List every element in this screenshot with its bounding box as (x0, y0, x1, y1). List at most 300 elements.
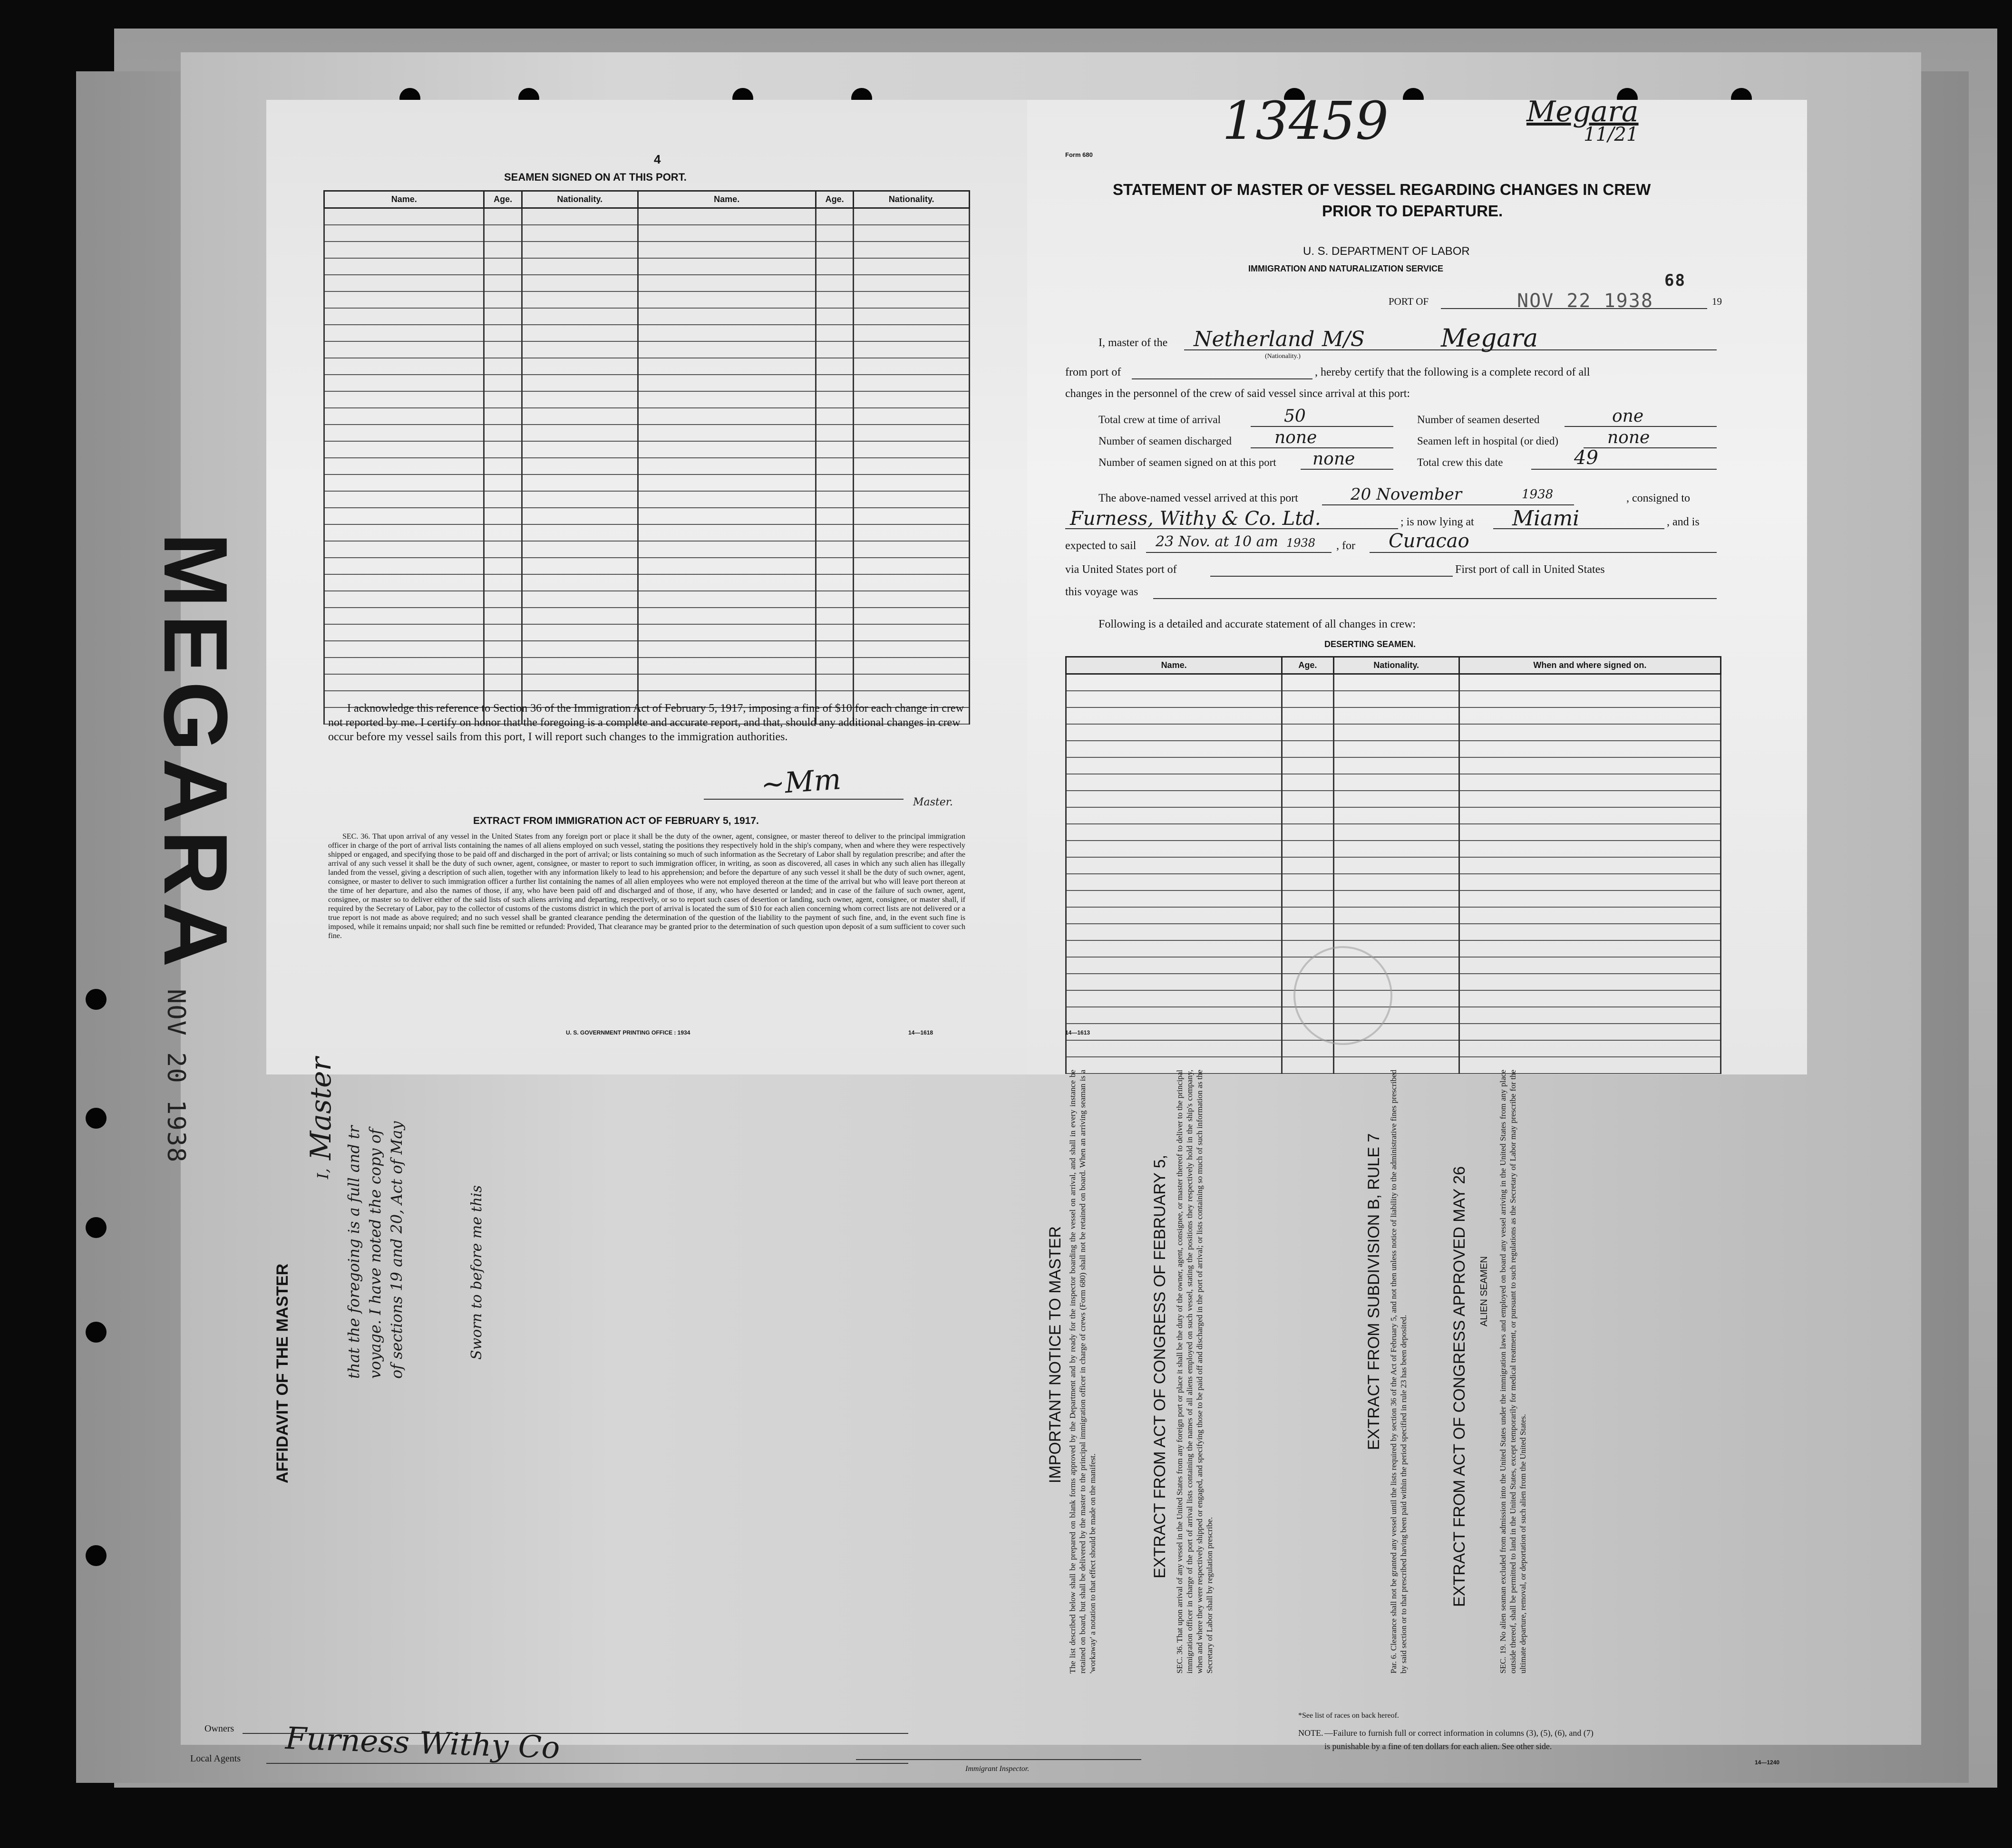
table-cell (638, 291, 816, 308)
deserting-rows (1066, 674, 1721, 1074)
table-cell (324, 308, 484, 325)
table-row (1066, 707, 1721, 724)
note-label: NOTE. (1298, 1728, 1323, 1738)
note-text: —Failure to furnish full or correct information in columns (3), (5), (6), and (7) (1324, 1728, 1594, 1738)
table-cell (1066, 724, 1282, 741)
table-cell (854, 441, 970, 458)
table-cell (816, 574, 853, 591)
table-row (1066, 1007, 1721, 1024)
from-port-label: from port of (1065, 366, 1121, 378)
table-cell (1282, 807, 1333, 824)
table-cell (1333, 807, 1459, 824)
statement-of-master-page (1027, 90, 1807, 1074)
table-cell (638, 325, 816, 341)
table-cell (1066, 691, 1282, 707)
notice-text: The list described below shall be prepared on blank forms approved by the Department and by ready for the inspector boarding the vessel on arrival, and shall in every instance be retained on board, but shall be delivered by the master to the principal immigration officer in charge of crews (Form 680) shall not be retained on board. When an arriving seaman is a 'workaway' a notation to that effect should be made on the manifest. (1068, 1070, 1097, 1674)
column-header: When and where signed on. (1459, 657, 1720, 674)
table-cell (638, 425, 816, 441)
table-row (324, 674, 970, 691)
table-cell (1282, 691, 1333, 707)
table-cell (1282, 841, 1333, 857)
table-row (324, 358, 970, 375)
extract-may-text: SEC. 19. No alien seaman excluded from admission into the United States under the immigration laws and employed on board any vessel arriving in the United States from any place outside thereof, shall be permitted to land in the United States, except temporarily for medical treatment, or pursuant to such regulations as the Secretary of Labor may prescribe for the ultimate departure, removal, or deportation of such alien from the United States. (1498, 1070, 1527, 1674)
table-cell (816, 291, 853, 308)
table-cell (816, 208, 853, 225)
table-cell (1459, 774, 1720, 791)
table-row (1066, 741, 1721, 757)
table-cell (324, 391, 484, 408)
table-cell (1066, 707, 1282, 724)
table-cell (484, 658, 522, 674)
table-row (1066, 841, 1721, 857)
table-cell (1333, 857, 1459, 874)
for-line (1370, 552, 1717, 553)
table-cell (484, 358, 522, 375)
punch-hole (86, 989, 107, 1010)
table-cell (1459, 1024, 1720, 1040)
table-row (324, 208, 970, 225)
table-cell (522, 375, 638, 391)
table-cell (816, 358, 853, 375)
table-cell (324, 624, 484, 641)
table-cell (816, 508, 853, 524)
table-cell (638, 558, 816, 574)
table-row (324, 458, 970, 474)
table-cell (1066, 674, 1282, 691)
table-row (1066, 990, 1721, 1007)
table-row (324, 624, 970, 641)
table-cell (1459, 957, 1720, 974)
voyage-label: this voyage was (1065, 586, 1138, 598)
table-cell (854, 624, 970, 641)
deserted-label: Number of seamen deserted (1417, 414, 1540, 426)
table-cell (1066, 1007, 1282, 1024)
table-cell (638, 608, 816, 624)
table-cell (854, 408, 970, 425)
table-cell (484, 425, 522, 441)
table-cell (1459, 707, 1720, 724)
table-cell (324, 674, 484, 691)
table-cell (484, 574, 522, 591)
table-cell (324, 641, 484, 658)
table-row (324, 275, 970, 291)
table-cell (1333, 791, 1459, 807)
table-cell (324, 558, 484, 574)
table-cell (854, 391, 970, 408)
nationality-value: Netherland (1194, 327, 1315, 351)
table-cell (1459, 791, 1720, 807)
table-cell (854, 375, 970, 391)
total-crew-date-line (1531, 469, 1717, 470)
table-row (324, 341, 970, 358)
table-row (1066, 757, 1721, 774)
table-cell (484, 341, 522, 358)
table-cell (324, 508, 484, 524)
table-cell (522, 558, 638, 574)
notice-title: IMPORTANT NOTICE TO MASTER (1046, 1226, 1064, 1483)
table-cell (324, 275, 484, 291)
table-cell (854, 508, 970, 524)
discharged-value: none (1274, 428, 1317, 447)
hospital-label: Seamen left in hospital (or died) (1417, 435, 1559, 447)
table-cell (816, 308, 853, 325)
table-cell (484, 258, 522, 275)
table-cell (1459, 974, 1720, 990)
table-cell (484, 508, 522, 524)
table-row (1066, 824, 1721, 841)
table-cell (324, 291, 484, 308)
table-cell (854, 591, 970, 608)
table-cell (854, 491, 970, 508)
table-cell (854, 574, 970, 591)
table-cell (638, 225, 816, 242)
deserted-value: one (1612, 406, 1644, 426)
seamen-signed-on-page (266, 100, 1027, 1074)
table-cell (522, 624, 638, 641)
extract-title: EXTRACT FROM IMMIGRATION ACT OF FEBRUARY 5, 1917. (473, 815, 759, 826)
table-cell (324, 225, 484, 242)
table-cell (854, 558, 970, 574)
sworn-label: Sworn to before me this (468, 1185, 485, 1360)
table-row (324, 641, 970, 658)
acknowledgement-text: I acknowledge this reference to Section 36 of the Immigration Act of February 5, 1917, imposing a fine of $10 for each change in crew not reported by me. I certify on honor that the foregoing is a complete and accurate report, and that, should any additional changes in crew occur before my vessel sails from this port, I will report such changes to the immigration authorities. (328, 702, 964, 743)
table-cell (1282, 924, 1333, 940)
table-cell (324, 425, 484, 441)
table-cell (1333, 707, 1459, 724)
master-of-label: I, master of the (1098, 337, 1168, 349)
for-value: Curacao (1389, 530, 1469, 552)
table-cell (638, 258, 816, 275)
vessel-type: M/S (1322, 327, 1365, 351)
total-crew-arrival-line (1251, 426, 1393, 427)
table-cell (638, 658, 816, 674)
table-cell (484, 375, 522, 391)
total-crew-arrival-value: 50 (1284, 406, 1306, 426)
table-cell (638, 624, 816, 641)
table-cell (1333, 724, 1459, 741)
table-row (324, 591, 970, 608)
table-row (1066, 974, 1721, 990)
stamp-number: 68 (1664, 271, 1686, 290)
table-cell (816, 674, 853, 691)
signed-on-table-title: SEAMEN SIGNED ON AT THIS PORT. (504, 171, 687, 183)
table-cell (324, 358, 484, 375)
table-cell (324, 491, 484, 508)
table-cell (854, 242, 970, 258)
extract-text: SEC. 36. That upon arrival of any vessel in the United States from any foreign port or place it shall be the duty of the owner, agent, consignee, or master thereof to deliver to the principal immigration officer in charge of the port of arrival lists containing the names of all aliens employed on such vessel, stating the positions they respectively hold in the ship's company, when and where they were respectively shipped or engaged, and specifying those to be paid off and discharged in the port of arrival; or lists containing so much of such information as the Secretary of Labor shall by regulation prescribe; and after the arrival of any such vessel it shall be the duty of such owner, agent, consignee, or master to report to such immigration officer, in writing, as soon as discovered, all cases in which any such alien has illegally landed from the vessel, giving a description of such alien, together with any information likely to lead to his apprehension; and before the departure of any such vessel it shall be the duty of such owner, agent, consignee, or master to deliver to such immigration officer a further list containing the names of all alien employees who were not employed thereon at the time of the arrival but who will leave port thereon at the time of her departure, and also the names of those, if any, who have been paid off and discharged and of those, if any, who have deserted or landed; and in case of the failure of such owner, agent, consignee, or master so to deliver either of the said lists of such aliens arriving and departing, respectively, or so to report such cases of desertion or landing, such owner, agent, consignee, or master shall, if required by the Secretary of Labor, pay to the collector of customs of the customs district in which the port of arrival is located the sum of $10 for each alien concerning whom correct lists are not delivered or a true report is not made as above required; and no such vessel shall be granted clearance pending the determination of the question of the liability to the payment of such fine, and, in the event such fine is imposed, while it remains unpaid; nor shall such fine be remitted or refunded: Provided, That clearance may be granted prior to the determination of such question upon deposit of a sum sufficient to cover such fine. (328, 832, 965, 940)
table-row (324, 441, 970, 458)
arrived-label: The above-named vessel arrived at this port (1098, 492, 1298, 504)
table-cell (1459, 741, 1720, 757)
table-cell (638, 458, 816, 474)
table-row (324, 425, 970, 441)
table-row (324, 325, 970, 341)
table-cell (484, 308, 522, 325)
table-cell (638, 508, 816, 524)
table-cell (1333, 674, 1459, 691)
table-cell (854, 358, 970, 375)
certify-text: , hereby certify that the following is a complete record of all (1315, 366, 1590, 378)
discharged-line (1251, 447, 1393, 448)
table-cell (522, 591, 638, 608)
year-suffix: 19 (1712, 296, 1722, 307)
signed-on-value: none (1312, 449, 1355, 469)
affidavit-line2: voyage. I have noted the copy of (366, 1129, 384, 1379)
lying-value: Miami (1512, 506, 1580, 531)
table-cell (522, 225, 638, 242)
table-cell (522, 474, 638, 491)
local-agents-label: Local Agents (190, 1753, 241, 1764)
master-label: Master. (913, 796, 953, 808)
table-cell (1282, 791, 1333, 807)
table-cell (1459, 757, 1720, 774)
table-cell (1459, 1007, 1720, 1024)
table-cell (522, 308, 638, 325)
table-cell (484, 208, 522, 225)
and-is-label: , and is (1667, 516, 1700, 528)
table-cell (816, 441, 853, 458)
table-cell (854, 225, 970, 242)
table-cell (816, 641, 853, 658)
table-cell (484, 558, 522, 574)
table-cell (1066, 924, 1282, 940)
service-name: IMMIGRATION AND NATURALIZATION SERVICE (1248, 264, 1443, 273)
deserting-table-header (1066, 657, 1721, 674)
table-cell (324, 541, 484, 558)
table-cell (484, 275, 522, 291)
table-row (324, 242, 970, 258)
column-header: Nationality. (854, 191, 970, 208)
table-row (1066, 907, 1721, 924)
changes-text: changes in the personnel of the crew of said vessel since arrival at this port: (1065, 387, 1410, 400)
table-cell (1333, 824, 1459, 841)
table-cell (324, 591, 484, 608)
table-cell (1282, 774, 1333, 791)
table-cell (638, 308, 816, 325)
table-cell (1459, 724, 1720, 741)
table-cell (522, 391, 638, 408)
table-row (1066, 890, 1721, 907)
table-cell (638, 641, 816, 658)
table-cell (854, 275, 970, 291)
expected-line (1146, 552, 1332, 553)
table-cell (1066, 1040, 1282, 1057)
table-cell (522, 242, 638, 258)
table-cell (324, 458, 484, 474)
vessel-name: Megara (1441, 324, 1538, 353)
table-cell (484, 674, 522, 691)
table-cell (816, 242, 853, 258)
expected-value: 23 Nov. at 10 am (1156, 533, 1279, 550)
table-cell (638, 341, 816, 358)
table-cell (1282, 874, 1333, 890)
table-cell (522, 541, 638, 558)
via-line (1210, 576, 1453, 577)
table-cell (522, 325, 638, 341)
table-cell (1459, 841, 1720, 857)
table-cell (1282, 741, 1333, 757)
following-label: Following is a detailed and accurate statement of all changes in crew: (1098, 618, 1416, 630)
table-cell (854, 208, 970, 225)
table-cell (1066, 824, 1282, 841)
table-cell (484, 391, 522, 408)
handwritten-date-note: 11/21 (1584, 124, 1639, 145)
for-label: , for (1336, 540, 1355, 552)
table-cell (638, 375, 816, 391)
table-cell (324, 258, 484, 275)
nationality-caption: (Nationality.) (1265, 353, 1301, 360)
local-agents-value: Furness Withy Co (284, 1721, 561, 1766)
column-header: Name. (638, 191, 816, 208)
table-cell (816, 408, 853, 425)
table-cell (638, 242, 816, 258)
table-row (324, 408, 970, 425)
table-cell (324, 658, 484, 674)
table-row (1066, 957, 1721, 974)
total-crew-date-value: 49 (1574, 447, 1598, 469)
table-cell (1459, 824, 1720, 841)
right-form-code: 14—1613 (1065, 1029, 1090, 1036)
table-cell (1459, 940, 1720, 957)
table-cell (638, 391, 816, 408)
table-cell (1066, 907, 1282, 924)
table-cell (854, 674, 970, 691)
table-cell (816, 524, 853, 541)
consigned-label: , consigned to (1626, 492, 1690, 504)
department-name: U. S. DEPARTMENT OF LABOR (1303, 245, 1470, 258)
table-row (324, 391, 970, 408)
table-cell (854, 524, 970, 541)
table-cell (324, 441, 484, 458)
voyage-line (1153, 598, 1717, 599)
table-cell (324, 574, 484, 591)
handwritten-vessel-note: Megara (1526, 95, 1639, 128)
table-cell (1066, 890, 1282, 907)
table-cell (854, 658, 970, 674)
discharged-label: Number of seamen discharged (1098, 435, 1232, 447)
table-cell (522, 524, 638, 541)
table-cell (522, 508, 638, 524)
extract-feb-title: EXTRACT FROM ACT OF CONGRESS OF FEBRUARY 5, (1151, 1154, 1169, 1578)
table-row (1066, 724, 1721, 741)
table-cell (324, 408, 484, 425)
hospital-value: none (1607, 428, 1650, 447)
table-cell (638, 408, 816, 425)
table-row (1066, 857, 1721, 874)
table-cell (816, 341, 853, 358)
column-header: Age. (1282, 657, 1333, 674)
deserting-title: DESERTING SEAMEN. (1324, 639, 1416, 649)
table-cell (484, 624, 522, 641)
master-signature: ~Mm (759, 763, 842, 802)
seal-stamp (1293, 946, 1392, 1045)
signed-on-label: Number of seamen signed on at this port (1098, 456, 1276, 468)
table-cell (1282, 674, 1333, 691)
from-port-line (1132, 378, 1312, 379)
punch-hole (86, 1108, 107, 1129)
table-cell (638, 491, 816, 508)
table-row (1066, 674, 1721, 691)
table-cell (816, 325, 853, 341)
table-row (324, 491, 970, 508)
table-cell (1333, 774, 1459, 791)
table-cell (854, 425, 970, 441)
note-races: *See list of races on back hereof. (1298, 1712, 1399, 1720)
total-crew-date-label: Total crew this date (1417, 456, 1503, 468)
table-cell (522, 341, 638, 358)
table-cell (522, 291, 638, 308)
extract-feb-text: SEC. 36. That upon arrival of any vessel in the United States from any foreign port or place it shall be the duty of the owner, agent, consignee, or master thereof to deliver to the principal immigration officer in charge of the port of arrival lists containing the names of all aliens employed on such vessel, stating the positions they respectively hold in the ship's company, when and where they were respectively shipped or engaged, and specifying those to be paid off and discharged in the port of arrival; or lists containing so much of such information as the Secretary of Labor shall by regulation prescribe. (1175, 1070, 1214, 1674)
table-cell (816, 591, 853, 608)
table-cell (638, 541, 816, 558)
table-cell (484, 474, 522, 491)
table-cell (324, 608, 484, 624)
left-form-code: 14—1618 (908, 1029, 933, 1036)
table-cell (638, 474, 816, 491)
table-cell (1333, 757, 1459, 774)
form-title-line1: STATEMENT OF MASTER OF VESSEL REGARDING CHANGES IN CREW (1113, 181, 1651, 198)
punch-hole (86, 1545, 107, 1566)
table-cell (484, 441, 522, 458)
lying-label: ; is now lying at (1400, 516, 1474, 528)
table-cell (1333, 907, 1459, 924)
table-cell (1459, 924, 1720, 940)
table-cell (324, 208, 484, 225)
table-cell (854, 291, 970, 308)
table-row (1066, 791, 1721, 807)
inspector-label: Immigrant Inspector. (965, 1765, 1030, 1773)
hospital-line (1584, 447, 1717, 448)
table-cell (522, 441, 638, 458)
table-cell (1333, 874, 1459, 890)
table-row (1066, 924, 1721, 940)
table-cell (1333, 924, 1459, 940)
table-cell (816, 375, 853, 391)
table-cell (816, 624, 853, 641)
arrived-value: 20 November (1351, 485, 1462, 504)
table-cell (854, 341, 970, 358)
table-cell (638, 674, 816, 691)
table-cell (484, 608, 522, 624)
table-cell (324, 341, 484, 358)
table-cell (522, 491, 638, 508)
table-cell (324, 375, 484, 391)
table-cell (324, 242, 484, 258)
table-cell (522, 358, 638, 375)
table-row (1066, 807, 1721, 824)
table-cell (1282, 857, 1333, 874)
table-cell (816, 225, 853, 242)
first-port-label: First port of call in United States (1455, 563, 1605, 576)
deserted-line (1565, 426, 1717, 427)
table-cell (484, 242, 522, 258)
table-cell (1282, 1040, 1333, 1057)
table-cell (484, 225, 522, 242)
table-cell (1459, 807, 1720, 824)
table-cell (816, 558, 853, 574)
table-cell (522, 658, 638, 674)
form-number: Form 680 (1065, 151, 1093, 158)
form-title-line2: PRIOR TO DEPARTURE. (1322, 202, 1503, 220)
table-cell (522, 674, 638, 691)
port-label: PORT OF (1389, 296, 1429, 307)
table-cell (1066, 857, 1282, 874)
table-cell (1066, 940, 1282, 957)
table-cell (638, 358, 816, 375)
table-cell (522, 258, 638, 275)
table-cell (484, 291, 522, 308)
table-row (1066, 691, 1721, 707)
